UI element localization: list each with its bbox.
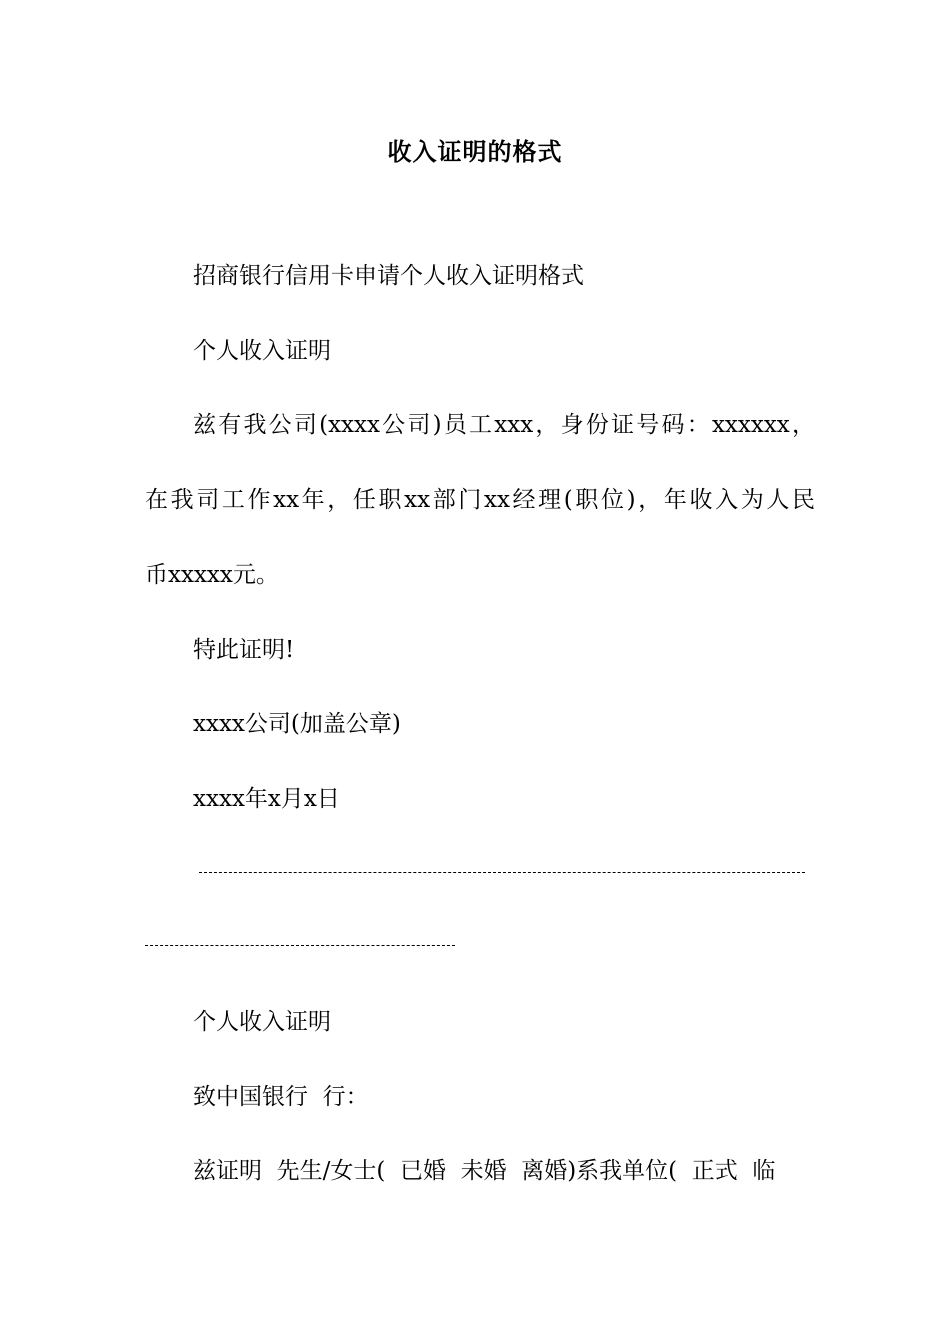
- closing-statement: 特此证明!: [193, 637, 295, 663]
- heading-income-proof-1: 个人收入证明: [193, 338, 331, 364]
- document-title: 收入证明的格式: [387, 137, 563, 166]
- separator-line-1: [199, 872, 805, 873]
- addressee-line: 致中国银行 行：: [193, 1084, 369, 1110]
- paragraph-line-3: 币xxxxx元。: [145, 562, 279, 588]
- date-line: xxxx年x月x日: [193, 786, 340, 812]
- company-seal-line: xxxx公司(加盖公章): [193, 711, 401, 737]
- separator-line-2: [145, 945, 455, 946]
- heading-cmb-format: 招商银行信用卡申请个人收入证明格式: [193, 263, 584, 289]
- paragraph-line-2: 在我司工作xx年，任职xx部门xx经理(职位)，年收入为人民: [145, 487, 815, 513]
- heading-income-proof-2: 个人收入证明: [193, 1009, 331, 1035]
- certification-line: 兹证明 先生/女士( 已婚 未婚 离婚)系我单位( 正式 临: [193, 1158, 776, 1184]
- paragraph-line-1: 兹有我公司(xxxx公司)员工xxx，身份证号码：xxxxxx，: [193, 412, 815, 438]
